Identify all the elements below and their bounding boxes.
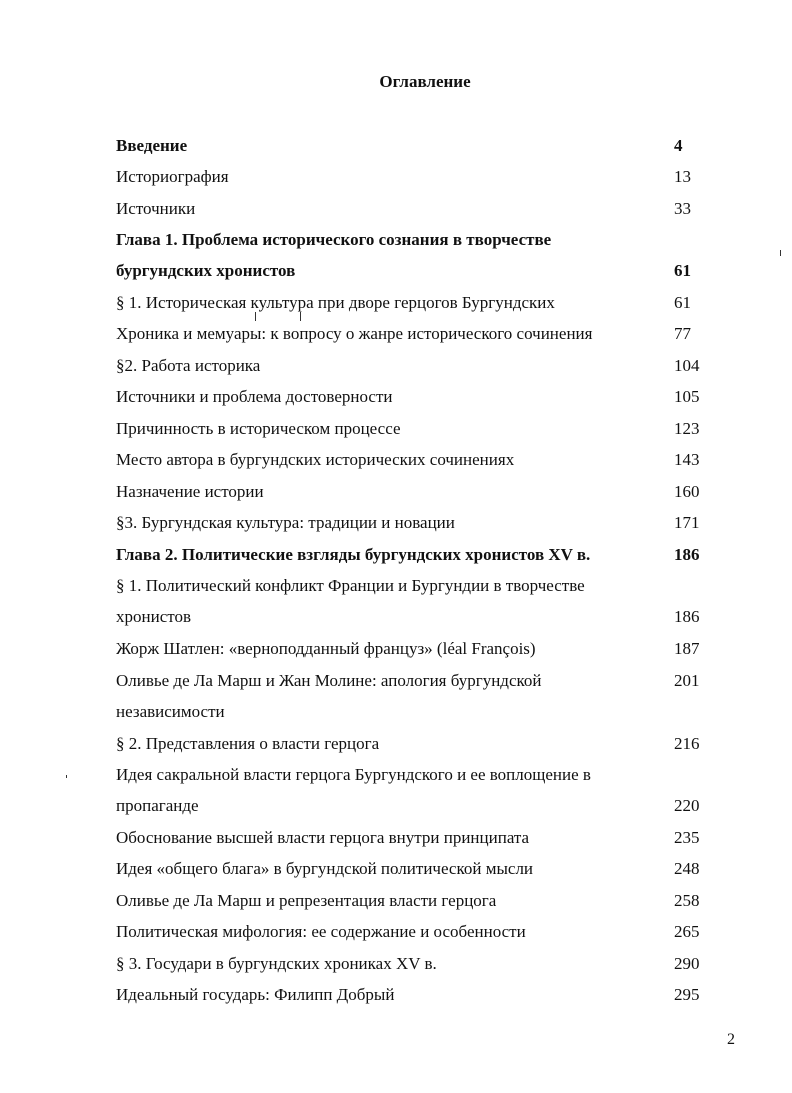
toc-entry-title: пропаганде <box>116 796 199 815</box>
toc-entry-page: 201 <box>674 671 700 690</box>
toc-entry-title: Обоснование высшей власти герцога внутри принципата <box>116 828 530 847</box>
toc-entry-title: Введение <box>116 136 188 155</box>
toc-entry-title: §3. Бургундская культура: традиции и новации <box>116 513 455 532</box>
toc-entry-title: бургундских хронистов <box>116 261 296 280</box>
toc-entry-page: 220 <box>674 796 700 815</box>
toc-entry-page: 171 <box>674 513 700 532</box>
toc-entry-title: §2. Работа историка <box>116 356 261 375</box>
toc-entry-page: 216 <box>674 734 700 753</box>
scan-artifact-mark <box>255 312 256 321</box>
toc-entry-title: Назначение истории <box>116 482 264 501</box>
toc-entry-title: § 3. Государи в бургундских хрониках XV в. <box>116 954 437 973</box>
toc-entry-page: 187 <box>674 639 700 658</box>
toc-entry-title: Место автора в бургундских исторических сочинениях <box>116 450 515 469</box>
toc-entry-page: 143 <box>674 450 700 469</box>
toc-entry-page: 248 <box>674 859 700 878</box>
toc-entry-title: § 2. Представления о власти герцога <box>116 734 380 753</box>
toc-entry-title: Источники и проблема достоверности <box>116 387 393 406</box>
toc-entry-page: 295 <box>674 985 700 1004</box>
toc-entry-title: Идея «общего блага» в бургундской политической мысли <box>116 859 534 878</box>
scan-artifact-mark <box>66 775 67 778</box>
toc-entry-title: Глава 1. Проблема исторического сознания в творчестве <box>116 230 552 249</box>
toc-entry-title: Оливье де Ла Марш и Жан Молине: апология бургундской <box>116 671 542 690</box>
toc-entry-title: § 1. Политический конфликт Франции и Бургундии в творчестве <box>116 576 585 595</box>
toc-entry-title: независимости <box>116 702 225 721</box>
toc-entry-page: 77 <box>674 324 691 343</box>
toc-entry-title: Глава 2. Политические взгляды бургундских хронистов XV в. <box>116 545 591 564</box>
toc-entry-title: Источники <box>116 199 196 218</box>
toc-entry-page: 186 <box>674 607 700 626</box>
scan-artifact-mark <box>300 312 301 321</box>
toc-entry-title: хронистов <box>116 607 191 626</box>
toc-entry-page: 235 <box>674 828 700 847</box>
toc-entry-page: 160 <box>674 482 700 501</box>
toc-entry-title: Оливье де Ла Марш и репрезентация власти герцога <box>116 891 497 910</box>
toc-entry-title: Хроника и мемуары: к вопросу о жанре исторического сочинения <box>116 324 593 343</box>
toc-entry-title: Жорж Шатлен: «верноподданный француз» (léal François) <box>116 639 536 658</box>
toc-entry-page: 4 <box>674 136 683 155</box>
toc-entry-page: 123 <box>674 419 700 438</box>
toc-entry-page: 105 <box>674 387 700 406</box>
toc-entry-page: 61 <box>674 261 691 280</box>
scan-artifact-mark <box>780 250 781 256</box>
toc-entry-title: § 1. Историческая культура при дворе герцогов Бургундских <box>116 293 555 312</box>
toc-entry-page: 104 <box>674 356 700 375</box>
page-title: Оглавление <box>379 72 471 91</box>
toc-entry-page: 290 <box>674 954 700 973</box>
toc-entry-title: Историография <box>116 167 229 186</box>
toc-entry-title: Идеальный государь: Филипп Добрый <box>116 985 395 1004</box>
page-number: 2 <box>727 1031 735 1048</box>
toc-entry-page: 13 <box>674 167 691 186</box>
toc-entry-title: Идея сакральной власти герцога Бургундского и ее воплощение в <box>116 765 591 784</box>
toc-entry-title: Причинность в историческом процессе <box>116 419 401 438</box>
toc-entry-page: 61 <box>674 293 691 312</box>
toc-entry-page: 186 <box>674 545 700 564</box>
toc-entry-page: 33 <box>674 199 691 218</box>
toc-entry-page: 258 <box>674 891 700 910</box>
toc-entry-title: Политическая мифология: ее содержание и особенности <box>116 922 526 941</box>
toc-entry-page: 265 <box>674 922 700 941</box>
